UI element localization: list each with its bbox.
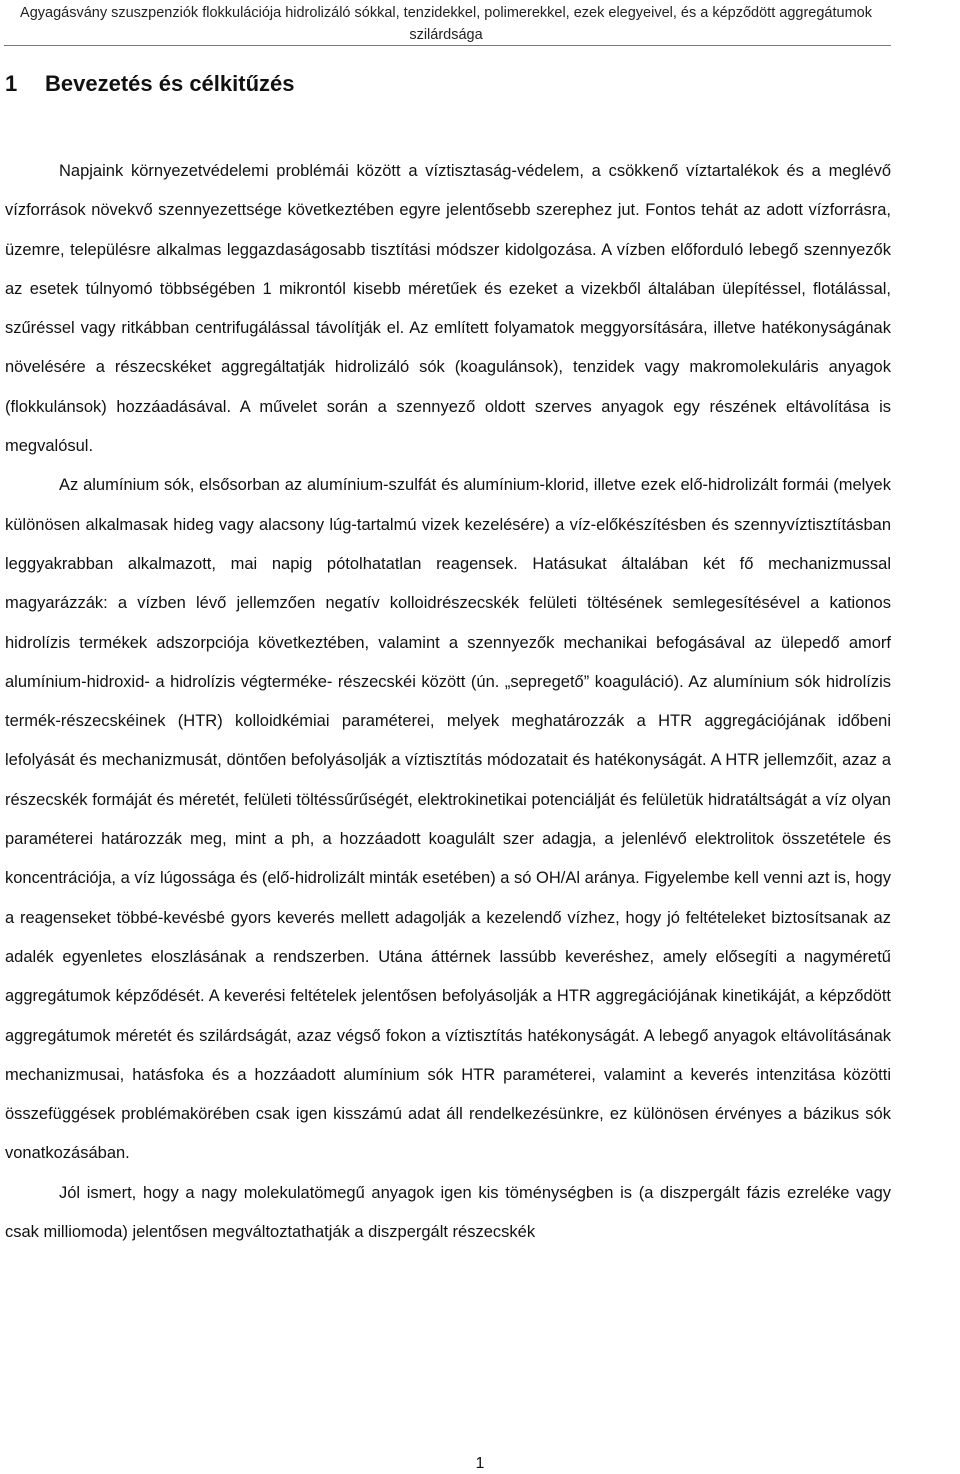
section-heading [5, 68, 295, 100]
header-divider [4, 45, 891, 46]
body-text [5, 152, 891, 1252]
running-header: Agyagásvány szuszpenziók flokkulációja hidrolizáló sókkal, tenzidekkel, polimerekkel, ezek elegyeivel, és a képződött aggregátumok szilárdsága [20, 5, 872, 43]
paragraph-intro: Napjaink környezetvédelemi problémái között a víztisztaság-védelem, a csökkenő víztartalékok és a meglévő vízforrások növekvő szennyezettsége következtében egyre jelentősebb szerephez jut. Fontos tehát az adott vízforrásra, üzemre, településre alkalmas leggazdaságosabb tisztítási módszer kidolgozása. A vízben előforduló lebegő szennyezők az esetek túlnyomó többségében 1 mikrontól kisebb méretűek és ezeket a vizekből általában ülepítéssel, flotálással, szűréssel vagy ritkábban centrifugálással távolítják el. Az említett folyamatok meggyorsítására, illetve hatékonyságának növelésére a részecskéket aggregáltatják hidrolizáló sók (koagulánsok), tenzidek vagy makromolekuláris anyagok (flokkulánsok) hozzáadásával. A művelet során a szennyező oldott szerves anyagok egy részének eltávolítása is megvalósul. [5, 162, 891, 456]
section-title: Bevezetés és célkitűzés [45, 71, 295, 96]
section-number: 1 [5, 71, 18, 96]
paragraph-macromolecules: Jól ismert, hogy a nagy molekulatömegű anyagok igen kis töménységben is (a diszpergált fázis ezreléke vagy csak milliomoda) jelentősen megváltoztathatják a diszpergált részecskék [5, 1183, 891, 1242]
page-number: 1 [475, 1455, 485, 1472]
paragraph-aluminium-salts: Az alumínium sók, elsősorban az alumínium-szulfát és alumínium-klorid, illetve ezek elő-hidrolizált formái (melyek különösen alkalmasak hideg vagy alacsony lúg-tartalmú vizek kezelésére) a víz-előkészítésben és szennyvíztisztításban leggyakrabban alkalmazott, mai napig pótolhatatlan reagensek. Hatásukat általában két fő mechanizmussal magyarázzák: a vízben lévő jellemzően negatív kolloidrészecskék felületi töltésének semlegesítésével a kationos hidrolízis termékek adszorpciója következtében, valamint a szennyezők mechanikai befogásával az ülepedő amorf alumínium-hidroxid- a hidrolízis végterméke- részecskéi között (ún. „sepregető” koaguláció). Az alumínium sók hidrolízis termék-részecskéinek (HTR) kolloidkémiai paraméterei, melyek meghatározzák a HTR aggregációjának időbeni lefolyását és mechanizmusát, döntően befolyásolják a víztisztítás módozatait és hatékonyságát. A HTR jellemzőit, azaz a részecskék formáját és méretét, felületi töltéssűrűségét, elektrokinetikai potenciálját és felületük hidratáltságát a víz olyan paraméterei határozzák meg, mint a ph, a hozzáadott koagulált szer adagja, a jelenlévő elektrolitok összetétele és koncentrációja, a víz lúgossága és (elő-hidrolizált minták esetében) a só OH/Al aránya. Figyelembe kell venni azt is, hogy a reagenseket többé-kevésbé gyors keverés mellett adagolják a kezelendő vízhez, hogy jó feltételeket biztosítsanak az adalék egyenletes eloszlásának a rendszerben. Utána áttérnek lassúbb keveréshez, amely elősegíti a nagyméretű aggregátumok képződését. A keverési feltételek jelentősen befolyásolják a HTR aggregációjának kinetikáját, a képződött aggregátumok méretét és szilárdságát, azaz végső fokon a víztisztítás hatékonyságát. A lebegő anyagok eltávolításának mechanizmusai, hatásfoka és a hozzáadott alumínium sók HTR paraméterei, valamint a keverés intenzitása közötti összefüggések problémakörében csak igen kisszámú adat áll rendelkezésünkre, ez különösen érvényes a bázikus sók vonatkozásában. [5, 476, 891, 1163]
